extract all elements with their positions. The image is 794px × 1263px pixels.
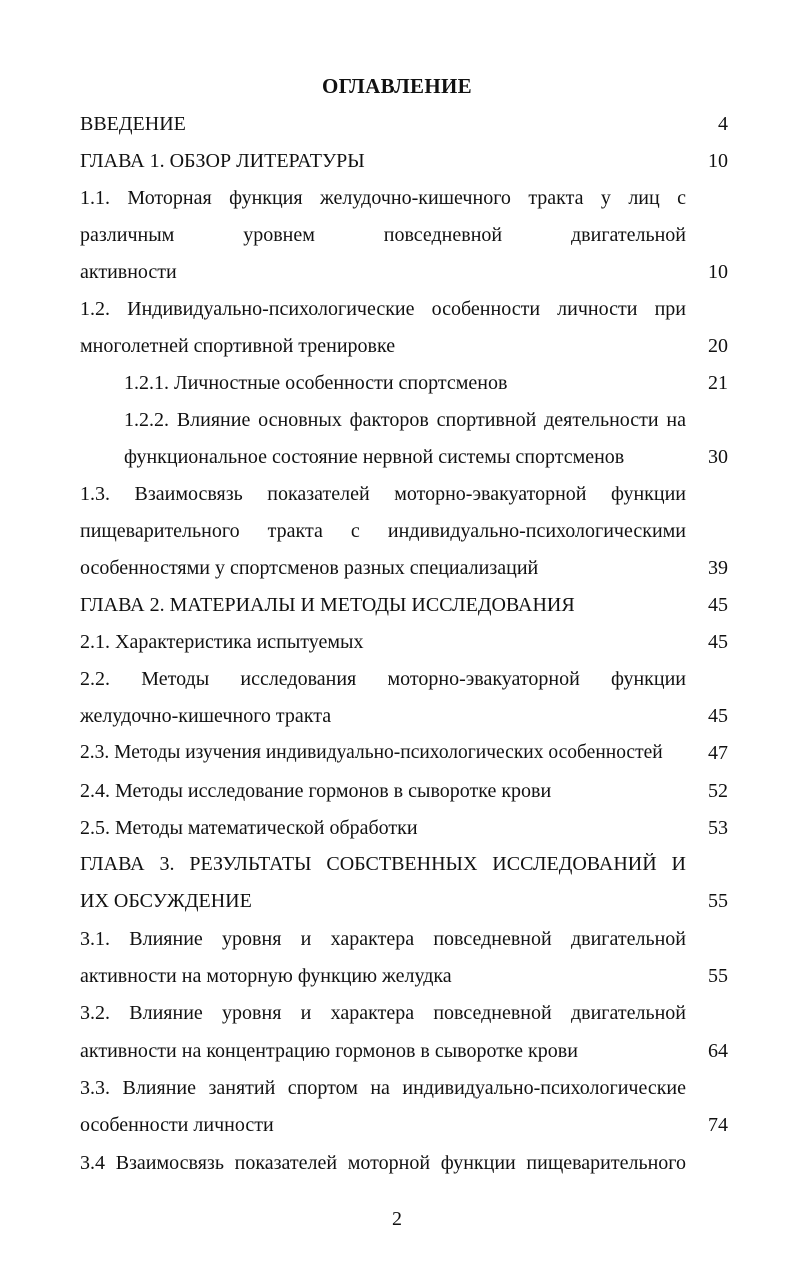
toc-page-chapter-2: 45 <box>708 594 728 616</box>
toc-entry-3-2-line-2: активности на концентрацию гормонов в сыворотке крови <box>80 1040 578 1062</box>
toc-entry-chapter-3-line-1: ГЛАВА 3. РЕЗУЛЬТАТЫ СОБСТВЕННЫХ ИССЛЕДОВАНИЙ И <box>80 853 686 875</box>
toc-page-2-3: 47 <box>708 742 728 764</box>
toc-entry-chapter-3-line-2: ИХ ОБСУЖДЕНИЕ <box>80 890 252 912</box>
toc-entry-2-2-line-2: желудочно-кишечного тракта <box>80 705 332 727</box>
toc-entry-1-1-line-1: 1.1. Моторная функция желудочно-кишечного тракта у лиц с <box>80 187 686 209</box>
toc-entry-chapter-2: ГЛАВА 2. МАТЕРИАЛЫ И МЕТОДЫ ИССЛЕДОВАНИЯ <box>80 594 575 616</box>
toc-page-1-2-1: 21 <box>708 372 728 394</box>
toc-entry-1-2-2-line-1: 1.2.2. Влияние основных факторов спортивной деятельности на <box>124 409 686 431</box>
toc-page-2-5: 53 <box>708 817 728 839</box>
toc-entry-1-2-2-line-2: функциональное состояние нервной системы спортсменов <box>124 446 625 468</box>
toc-page-chapter-3: 55 <box>708 890 728 912</box>
toc-entry-2-3: 2.3. Методы изучения индивидуально-психологических особенностей <box>80 742 663 763</box>
toc-page-1-2: 20 <box>708 335 728 357</box>
toc-entry-3-3-line-1: 3.3. Влияние занятий спортом на индивидуально-психологические <box>80 1077 686 1099</box>
toc-entry-chapter-1: ГЛАВА 1. ОБЗОР ЛИТЕРАТУРЫ <box>80 150 365 172</box>
toc-entry-1-2-line-2: многолетней спортивной тренировке <box>80 335 396 357</box>
toc-entry-1-1-line-3: активности <box>80 261 177 283</box>
toc-page-3-1: 55 <box>708 965 728 987</box>
toc-entry-1-3-line-1: 1.3. Взаимосвязь показателей моторно-эвакуаторной функции <box>80 483 686 505</box>
toc-entry-2-2-line-1: 2.2. Методы исследования моторно-эвакуаторной функции <box>80 668 686 690</box>
toc-page-1-1: 10 <box>708 261 728 283</box>
toc-page-2-4: 52 <box>708 780 728 802</box>
toc-entry-1-2-line-1: 1.2. Индивидуально-психологические особенности личности при <box>80 298 686 320</box>
toc-page-chapter-1: 10 <box>708 150 728 172</box>
toc-page-2-1: 45 <box>708 631 728 653</box>
toc-entry-3-1-line-2: активности на моторную функцию желудка <box>80 965 452 987</box>
toc-entry-2-1: 2.1. Характеристика испытуемых <box>80 631 364 653</box>
toc-entry-3-1-line-1: 3.1. Влияние уровня и характера повседневной двигательной <box>80 928 686 950</box>
toc-entry-2-4: 2.4. Методы исследование гормонов в сыворотке крови <box>80 780 552 802</box>
toc-page-3-2: 64 <box>708 1040 728 1062</box>
toc-entry-1-3-line-3: особенностями у спортсменов разных специализаций <box>80 557 539 579</box>
toc-entry-3-4-line-1: 3.4 Взаимосвязь показателей моторной функции пищеварительного <box>80 1152 686 1174</box>
page-number: 2 <box>392 1208 402 1230</box>
toc-entry-1-1-line-2: различным уровнем повседневной двигательной <box>80 224 686 246</box>
toc-title: ОГЛАВЛЕНИЕ <box>322 74 472 98</box>
toc-page-1-2-2: 30 <box>708 446 728 468</box>
toc-page-3-3: 74 <box>708 1114 728 1136</box>
toc-page-intro: 4 <box>718 113 728 135</box>
toc-page-2-2: 45 <box>708 705 728 727</box>
toc-entry-2-5: 2.5. Методы математической обработки <box>80 817 418 839</box>
toc-entry-1-3-line-2: пищеварительного тракта с индивидуально-психологическими <box>80 520 686 542</box>
toc-page-1-3: 39 <box>708 557 728 579</box>
toc-entry-3-2-line-1: 3.2. Влияние уровня и характера повседневной двигательной <box>80 1002 686 1024</box>
toc-entry-3-3-line-2: особенности личности <box>80 1114 274 1136</box>
toc-entry-1-2-1: 1.2.1. Личностные особенности спортсменов <box>124 372 508 394</box>
toc-entry-intro: ВВЕДЕНИЕ <box>80 113 186 135</box>
